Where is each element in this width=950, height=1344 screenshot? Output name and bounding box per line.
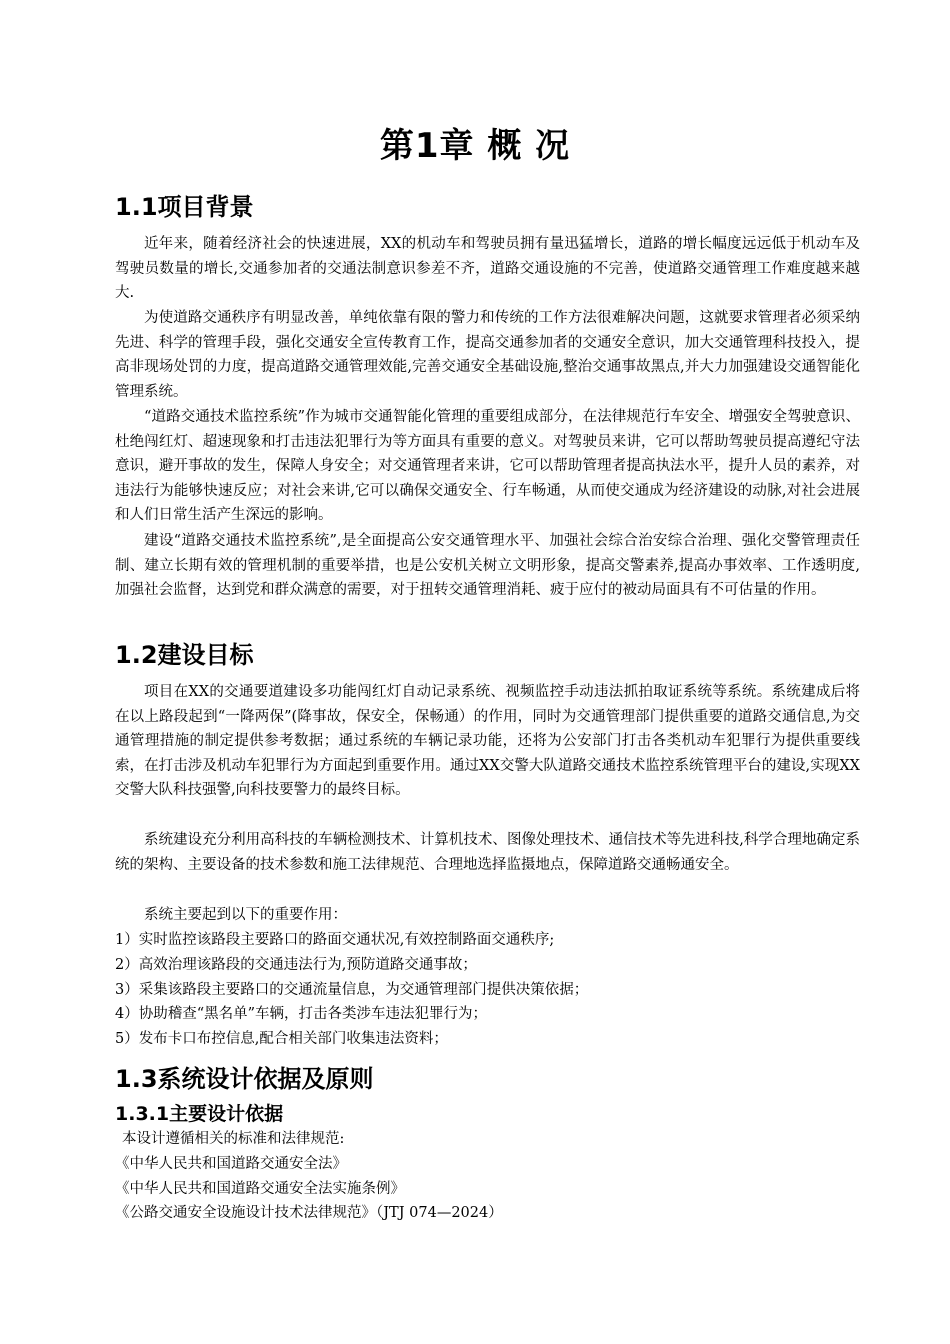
- paragraph: 项目在XX的交通要道建设多功能闯红灯自动记录系统、视频监控手动违法抓拍取证系统等系统。系统建成后将在以上路段起到“一降两保”(降事故，保安全，保畅通）的作用，同时为交通管理部门提供重要的道路交通信息,为交通管理措施的制定提供参考数据；通过系统的车辆记录功能，还将为公安部门打击各类机动车犯罪行为提供重要线索，在打击涉及机动车犯罪行为方面起到重要作用。通过XX交警大队道路交通技术监控系统管理平台的建设,实现XX交警大队科技强警,向科技要警力的最终目标。: [115, 684, 860, 799]
- paragraph: 系统建设充分利用高科技的车辆检测技术、计算机技术、图像处理技术、通信技术等先进科技,科学合理地确定系统的架构、主要设备的技术参数和施工法律规范、合理地选择监摄地点，保障道路交通畅通安全。: [115, 832, 860, 873]
- section-heading-1-3: 1.3系统设计依据及原则: [115, 1065, 374, 1093]
- list-item: 1）实时监控该路段主要路口的路面交通状况,有效控制路面交通秩序;: [115, 932, 555, 948]
- list-item: 2）高效治理该路段的交通违法行为,预防道路交通事故；: [115, 957, 477, 973]
- list-item: 3）采集该路段主要路口的交通流量信息，为交通管理部门提供决策依据；: [115, 982, 589, 998]
- paragraph: 系统主要起到以下的重要作用：: [144, 907, 347, 923]
- section-heading-1-1: 1.1项目背景: [115, 193, 254, 221]
- chapter-title: 第1章 概 况: [379, 126, 571, 166]
- subsection-heading-1-3-1: 1.3.1主要设计依据: [115, 1103, 284, 1125]
- paragraph: 为使道路交通秩序有明显改善，单纯依靠有限的警力和传统的工作方法很难解决问题，这就要求管理者必须采纳先进、科学的管理手段，强化交通安全宣传教育工作，提高交通参加者的交通安全意识，加大交通管理科技投入，提高非现场处罚的力度，提高道路交通管理效能,完善交通安全基础设施,整治交通事故黑点,并大力加强建设交通智能化管理系统。: [115, 310, 860, 400]
- list-item: 4）协助稽查“黑名单”车辆，打击各类涉车违法犯罪行为；: [115, 1006, 488, 1022]
- paragraph: 近年来，随着经济社会的快速进展，XX的机动车和驾驶员拥有量迅猛增长，道路的增长幅度远远低于机动车及驾驶员数量的增长,交通参加者的交通法制意识参差不齐，道路交通设施的不完善，使道路交通管理工作难度越来越大.: [115, 236, 860, 302]
- section-heading-1-2: 1.2建设目标: [115, 641, 254, 669]
- paragraph: “道路交通技术监控系统”作为城市交通智能化管理的重要组成部分，在法律规范行车安全、增强安全驾驶意识、杜绝闯红灯、超速现象和打击违法犯罪行为等方面具有重要的意义。对驾驶员来讲，它可以帮助驾驶员提高遵纪守法意识，避开事故的发生，保障人身安全；对交通管理者来讲，它可以帮助管理者提高执法水平，提升人员的素养，对违法行为能够快速反应；对社会来讲,它可以确保交通安全、行车畅通，从而使交通成为经济建设的动脉,对社会进展和人们日常生活产生深远的影响。: [115, 409, 860, 524]
- reference-item: 《中华人民共和国道路交通安全法实施条例》: [115, 1181, 405, 1197]
- reference-item: 《中华人民共和国道路交通安全法》: [115, 1156, 347, 1172]
- paragraph: 建设“道路交通技术监控系统”,是全面提高公安交通管理水平、加强社会综合治安综合治理、强化交警管理责任制、建立长期有效的管理机制的重要举措，也是公安机关树立文明形象，提高交警素养,提高办事效率、工作透明度,加强社会监督，达到党和群众满意的需要，对于扭转交通管理消耗、疲于应付的被动局面具有不可估量的作用。: [115, 533, 860, 599]
- list-item: 5）发布卡口布控信息,配合相关部门收集违法资料；: [115, 1031, 448, 1047]
- intro-line: 本设计遵循相关的标准和法律规范:: [122, 1131, 345, 1147]
- reference-item: 《公路交通安全设施设计技术法律规范》（JTJ 074—2024）: [115, 1205, 503, 1221]
